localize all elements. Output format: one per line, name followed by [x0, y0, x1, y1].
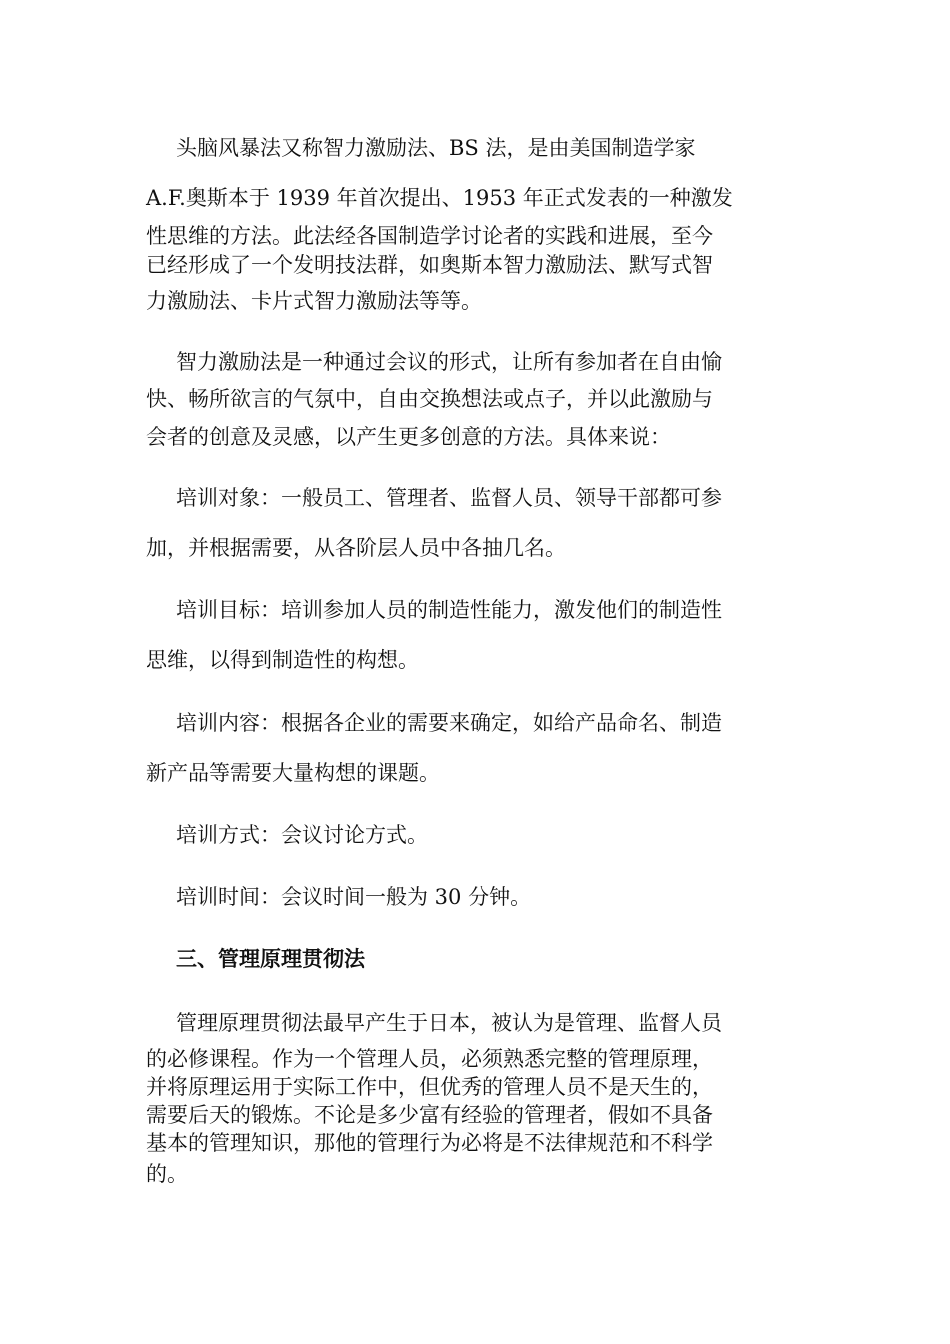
paragraph-management-line-3: 并将原理运用于实际工作中，但优秀的管理人员不是天生的， [146, 1075, 713, 1099]
paragraph-intro-line-2: A.F.奥斯本于 1939 年首次提出、1953 年正式发表的一种激发 [146, 186, 733, 210]
paragraph-definition-line-3: 会者的创意及灵感，以产生更多创意的方法。具体来说： [146, 425, 671, 449]
paragraph-training-content-line-1: 培训内容：根据各企业的需要来确定，如给产品命名、制造 [176, 711, 722, 735]
paragraph-training-content-line-2: 新产品等需要大量构想的课题。 [146, 761, 440, 785]
paragraph-intro-line-5: 力激励法、卡片式智力激励法等等。 [146, 289, 482, 313]
paragraph-management-line-1: 管理原理贯彻法最早产生于日本，被认为是管理、监督人员 [176, 1011, 722, 1035]
paragraph-training-time-line-1: 培训时间：会议时间一般为 30 分钟。 [176, 885, 532, 909]
paragraph-intro-line-4: 已经形成了一个发明技法群，如奥斯本智力激励法、默写式智 [146, 253, 713, 277]
paragraph-definition-line-1: 智力激励法是一种通过会议的形式，让所有参加者在自由愉 [176, 350, 722, 374]
paragraph-intro-line-1: 头脑风暴法又称智力激励法、BS 法，是由美国制造学家 [176, 136, 696, 160]
paragraph-management-line-4: 需要后天的锻炼。不论是多少富有经验的管理者，假如不具备 [146, 1103, 713, 1127]
paragraph-training-target-line-1: 培训对象：一般员工、管理者、监督人员、领导干部都可参 [176, 486, 722, 510]
paragraph-training-goal-line-2: 思维，以得到制造性的构想。 [146, 648, 419, 672]
paragraph-management-line-6: 的。 [146, 1162, 188, 1186]
paragraph-training-target-line-2: 加，并根据需要，从各阶层人员中各抽几名。 [146, 536, 566, 560]
paragraph-management-line-2: 的必修课程。作为一个管理人员，必须熟悉完整的管理原理， [146, 1047, 713, 1071]
paragraph-definition-line-2: 快、畅所欲言的气氛中，自由交换想法或点子，并以此激励与 [146, 387, 713, 411]
paragraph-training-method-line-1: 培训方式：会议讨论方式。 [176, 823, 428, 847]
paragraph-management-line-5: 基本的管理知识，那他的管理行为必将是不法律规范和不科学 [146, 1131, 713, 1155]
paragraph-intro-line-3: 性思维的方法。此法经各国制造学讨论者的实践和进展，至今 [146, 224, 713, 248]
section-heading: 三、管理原理贯彻法 [176, 946, 365, 971]
paragraph-training-goal-line-1: 培训目标：培训参加人员的制造性能力，激发他们的制造性 [176, 598, 722, 622]
